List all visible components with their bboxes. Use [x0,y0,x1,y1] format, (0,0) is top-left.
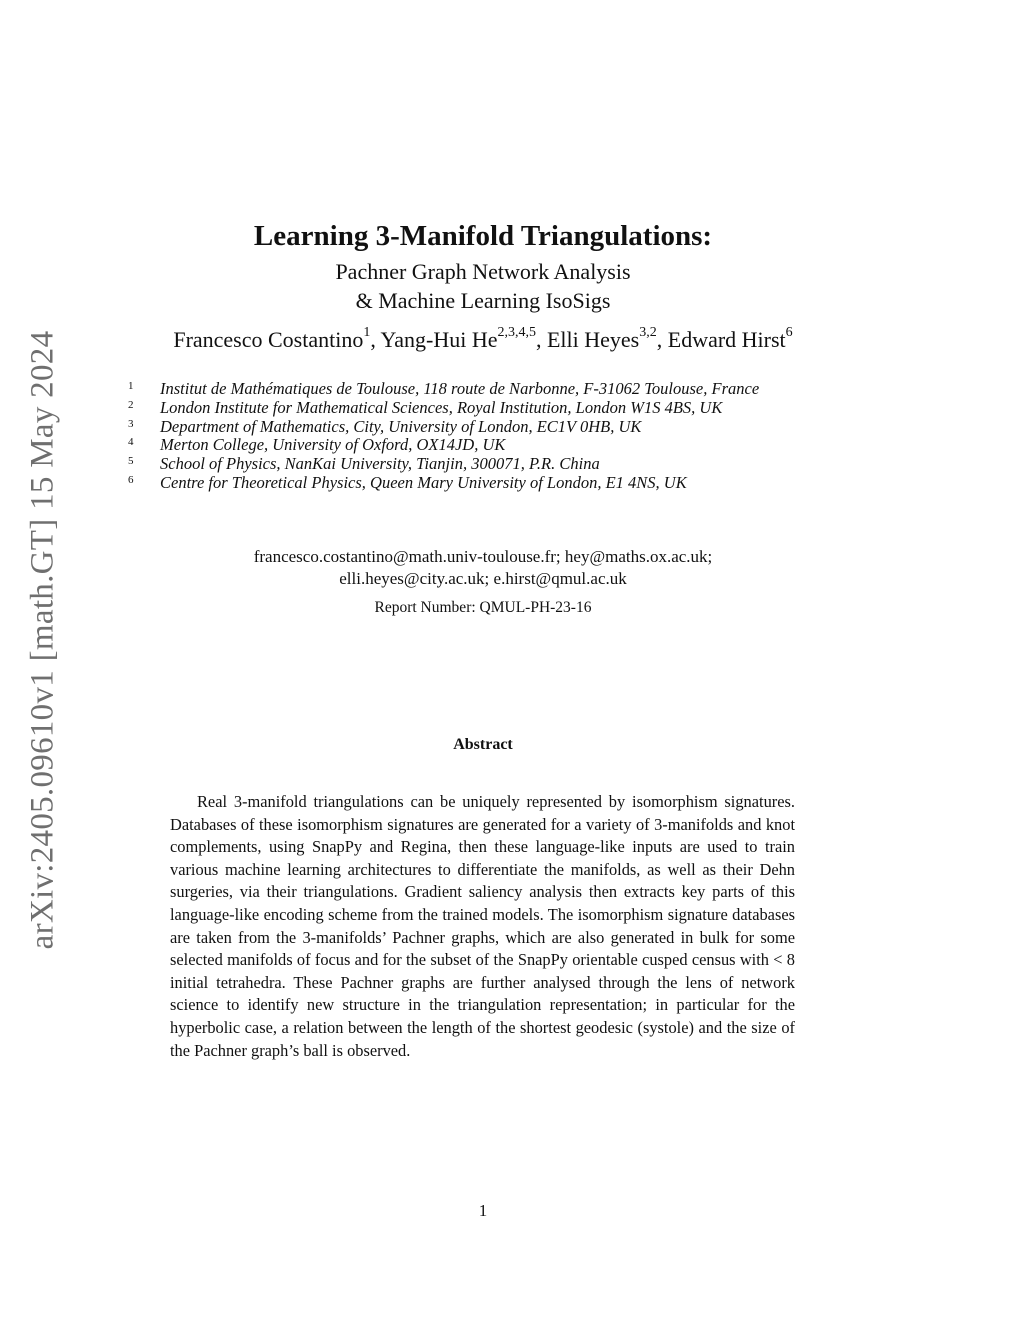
author-affiliation-marker: 2,3,4,5 [497,325,536,340]
affiliation-text: School of Physics, NanKai University, Tianjin, 300071, P.R. China [160,454,600,474]
author-separator: , [370,327,381,352]
author-affiliation-marker: 1 [363,325,371,340]
affiliation-text: Department of Mathematics, City, University of London, EC1V 0HB, UK [160,416,642,436]
author-name: Edward Hirst [667,327,786,352]
affiliation-number: 6 [128,473,134,486]
affiliation-text: London Institute for Mathematical Sciences, Royal Institution, London W1S 4BS, UK [160,397,723,417]
affiliation-number: 1 [128,380,134,392]
affiliation-number: 5 [128,455,134,468]
contact-emails-line-2: elli.heyes@city.ac.uk; e.hirst@qmul.ac.uk [339,569,627,588]
arxiv-identifier-stamp: arXiv:2405.09610v1 [math.GT] 15 May 2024 [24,330,61,950]
affiliation-number: 2 [128,398,134,411]
page-number: 1 [478,1201,488,1220]
author-name: Francesco Costantino [173,327,364,352]
affiliation-number: 4 [128,436,134,449]
affiliation-text: Merton College, University of Oxford, OX14JD, UK [160,435,506,455]
author-separator: , [656,327,668,352]
author-separator: , [535,327,547,352]
abstract-text: Real 3-manifold triangulations can be uniquely represented by isomorphism signatures. Databases of these isomorphism signatures are generated for a variety of 3-manifolds and knot complements, using SnapPy and Regina, then these language-like inputs are used to train various machine learning architectures to differentiate the manifolds, as well as their Dehn surgeries, via their triangulations. Gradient saliency analysis then extracts key parts of this language-like encoding scheme from the trained models. The isomorphism signature databases are taken from the 3-manifolds’ Pachner graphs, which are also generated in bulk for some selected manifolds of focus and for the subset of the SnapPy orientable cusped census with < 8 initial tetrahedra. These Pachner graphs are further analysed through the lens of network science to identify new structure in the triangulation representation; in particular for the hyperbolic case, a relation between the length of the shortest geodesic (systole) and the size of the Pachner graph’s ball is observed. [170,792,795,1060]
paper-subtitle-line-2: & Machine Learning IsoSigs [355,288,611,313]
author-name: Yang-Hui He [380,327,498,352]
affiliation-item [128,399,759,418]
author-name: Elli Heyes [546,327,640,352]
author-affiliation-marker: 3,2 [639,325,657,340]
author-list [0,327,966,353]
abstract-heading: Abstract [453,736,513,753]
affiliation-list [128,380,759,493]
affiliation-item [128,455,759,474]
affiliation-text: Institut de Mathématiques de Toulouse, 118 route de Narbonne, F-31062 Toulouse, France [160,379,760,398]
author-affiliation-marker: 6 [785,325,793,340]
contact-emails-line-1: francesco.costantino@math.univ-toulouse.fr; hey@maths.ox.ac.uk; [253,547,713,566]
paper-title: Learning 3-Manifold Triangulations: [253,220,713,252]
report-number: Report Number: QMUL-PH-23-16 [374,599,592,616]
affiliation-number: 3 [128,417,134,430]
affiliation-item [128,418,759,437]
paper-subtitle-line-1: Pachner Graph Network Analysis [335,259,631,284]
affiliation-item [128,380,759,399]
affiliation-text: Centre for Theoretical Physics, Queen Mary University of London, E1 4NS, UK [160,472,687,492]
affiliation-item [128,474,759,493]
affiliation-item [128,436,759,455]
